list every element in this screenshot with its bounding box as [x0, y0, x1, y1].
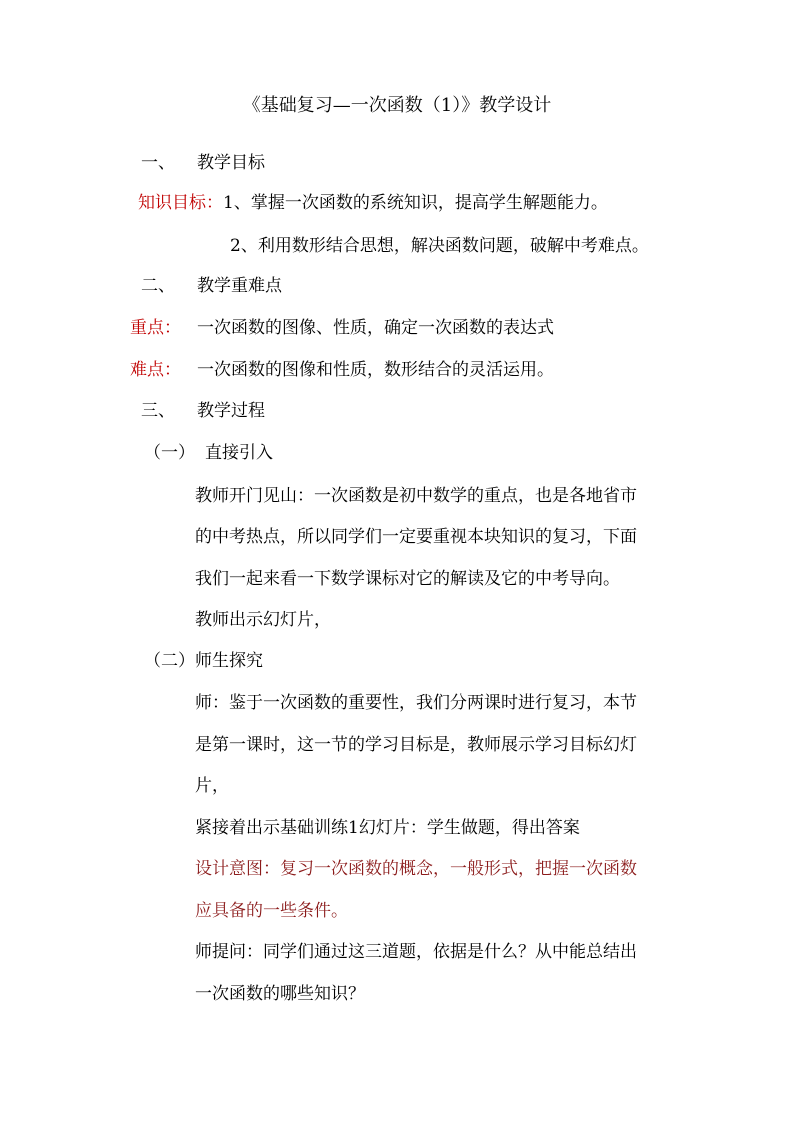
intro-line-4: 教师出示幻灯片， — [195, 610, 331, 630]
section-2-number: 二、 — [141, 276, 175, 296]
intro-line-1: 教师开门见山：一次函数是初中数学的重点，也是各地省市 — [195, 486, 637, 506]
teacher-question-line-1: 师提问：同学们通过这三道题，依据是什么？从中能总结出 — [195, 942, 637, 962]
key-point-label: 重点： — [130, 318, 181, 338]
section-2-title: 教学重难点 — [197, 276, 282, 296]
part-2-title: 师生探究 — [195, 651, 263, 671]
intro-line-2: 的中考热点，所以同学们一定要重视本块知识的复习，下面 — [195, 527, 637, 547]
explore-line-3: 片， — [195, 776, 229, 796]
intro-line-3: 我们一起来看一下数学课标对它的解读及它的中考导向。 — [195, 569, 620, 589]
knowledge-goal-label: 知识目标： — [138, 193, 223, 213]
knowledge-goal-item-2: 2、利用数形结合思想，解决函数问题，破解中考难点。 — [230, 236, 649, 256]
knowledge-goal-line-1 — [138, 191, 608, 215]
part-1-number: （一） — [144, 443, 195, 463]
part-2-number: （二） — [144, 651, 195, 671]
section-1-title: 教学目标 — [197, 153, 265, 173]
section-3-title: 教学过程 — [197, 401, 265, 421]
explore-line-1: 师：鉴于一次函数的重要性，我们分两课时进行复习，本节 — [195, 693, 637, 713]
document-title: 《基础复习—一次函数（1）》教学设计 — [242, 95, 552, 116]
difficult-point-text: 一次函数的图像和性质，数形结合的灵活运用。 — [197, 360, 554, 380]
section-1-number: 一、 — [141, 153, 175, 173]
section-2-heading — [141, 274, 282, 298]
part-1-title: 直接引入 — [205, 443, 273, 463]
explore-line-2: 是第一课时，这一节的学习目标是，教师展示学习目标幻灯 — [195, 735, 637, 755]
difficult-point-line — [130, 358, 554, 382]
knowledge-goal-item-1: 1、掌握一次函数的系统知识，提高学生解题能力。 — [223, 193, 608, 213]
explore-line-4: 紧接着出示基础训练1幻灯片：学生做题，得出答案 — [195, 818, 580, 838]
section-1-heading — [141, 151, 265, 175]
design-intent-line-2: 应具备的一些条件。 — [195, 901, 348, 921]
part-1-heading — [144, 441, 273, 465]
teacher-question-line-2: 一次函数的哪些知识？ — [195, 984, 365, 1004]
section-3-number: 三、 — [141, 401, 175, 421]
key-point-line — [130, 316, 554, 340]
part-2-heading — [144, 649, 263, 673]
design-intent-line-1: 设计意图：复习一次函数的概念，一般形式，把握一次函数 — [195, 859, 637, 879]
difficult-point-label: 难点： — [130, 360, 181, 380]
section-3-heading — [141, 399, 265, 423]
key-point-text: 一次函数的图像、性质，确定一次函数的表达式 — [197, 318, 554, 338]
